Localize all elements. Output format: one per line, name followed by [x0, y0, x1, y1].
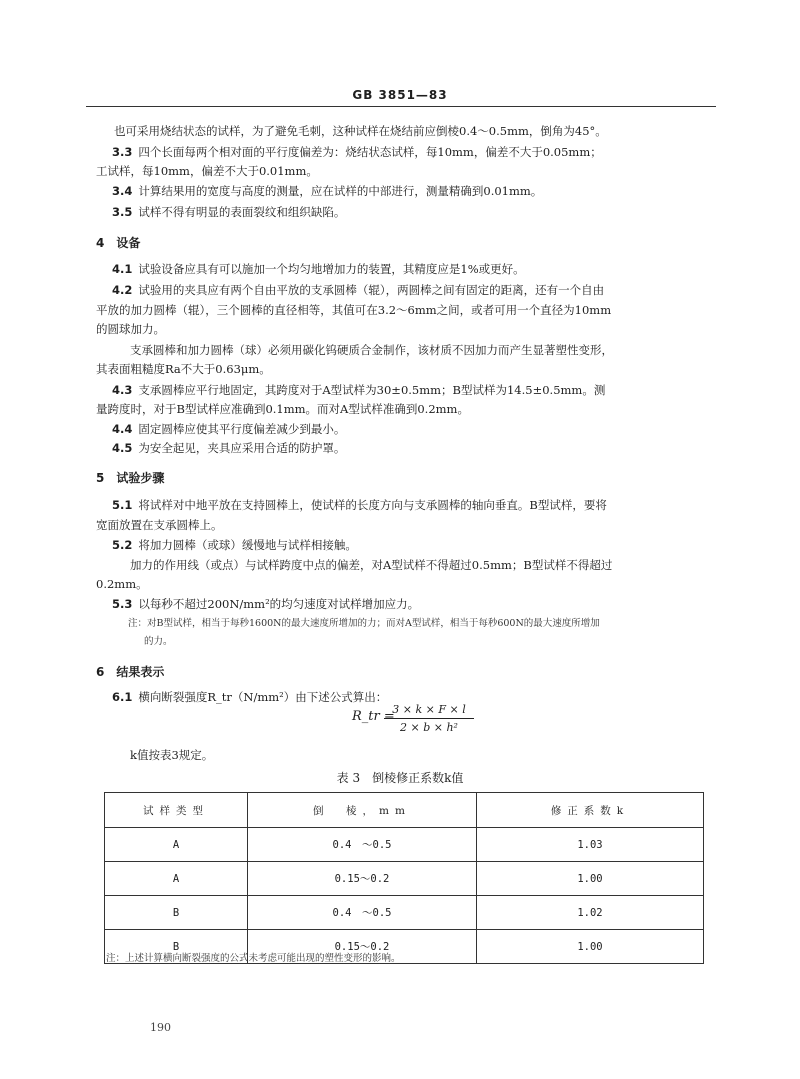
page-number: 190 [150, 1021, 171, 1034]
table-cell: 1.00 [477, 930, 704, 964]
item-text: 试验设备应具有可以施加一个均匀地增加力的装置，其精度应是1%或更好。 [138, 262, 525, 276]
column-header: 修正系数k [477, 793, 704, 828]
item-number: 4.5 [112, 441, 133, 455]
item-number: 5.3 [112, 597, 133, 611]
table-cell: 0.4 ～0.5 [248, 896, 477, 930]
item-5-2-para2-line2: 0.2mm。 [96, 577, 148, 591]
item-text: 试样不得有明显的表面裂纹和组织缺陷。 [138, 205, 346, 219]
table-cell: 0.15～0.2 [248, 930, 477, 964]
item-5-1-line2: 宽面放置在支承圆棒上。 [96, 518, 223, 532]
formula-fraction [384, 703, 474, 734]
item-4-2 [112, 283, 604, 298]
k-value-text: k值按表3规定。 [130, 748, 214, 762]
item-5-3-note: 注：对B型试样，相当于每秒1600N的最大速度所增加的力；而对A型试样，相当于每秒600N的最大速度所增加 [128, 618, 600, 629]
standard-header: GB 3851—83 [352, 88, 448, 102]
table-row [105, 862, 704, 896]
item-text: 为安全起见，夹具应采用合适的防护罩。 [138, 441, 346, 455]
table-row [105, 828, 704, 862]
item-3-3 [112, 145, 602, 160]
item-text: 计算结果用的宽度与高度的测量，应在试样的中部进行，测量精确到0.01mm。 [138, 184, 543, 198]
table-note: 注：上述计算横向断裂强度的公式未考虑可能出现的塑性变形的影响。 [106, 953, 401, 964]
item-4-4 [112, 422, 345, 437]
item-4-1 [112, 262, 525, 277]
item-5-3-note-line2: 的力。 [144, 636, 173, 647]
table-caption: 表 3 倒棱修正系数k值 [336, 771, 464, 785]
table-cell: 1.00 [477, 862, 704, 896]
table-cell: 1.03 [477, 828, 704, 862]
section-4-heading: 4 设备 [96, 236, 141, 250]
table-cell: 0.15～0.2 [248, 862, 477, 896]
column-header: 倒 棱，mm [248, 793, 477, 828]
item-4-5 [112, 441, 345, 456]
item-number: 5.2 [112, 538, 133, 552]
item-5-1 [112, 498, 607, 513]
item-text: 固定圆棒应使其平行度偏差减少到最小。 [138, 422, 346, 436]
item-4-2-line2: 平放的加力圆棒（辊），三个圆棒的直径相等，其值可在3.2～6mm之间，或者可用一个直径为10mm [96, 303, 612, 317]
item-text: 横向断裂强度R_tr（N/mm²）由下述公式算出： [138, 690, 388, 704]
section-6-heading: 6 结果表示 [96, 665, 165, 679]
item-4-2-para2: 支承圆棒和加力圆棒（球）必须用碳化钨硬质合金制作，该材质不因加力而产生显著塑性变形， [130, 343, 613, 357]
item-5-3 [112, 597, 419, 612]
item-6-1 [112, 690, 387, 705]
item-text: 支承圆棒应平行地固定，其跨度对于A型试样为30±0.5mm；B型试样为14.5±0.5mm。测 [138, 383, 606, 397]
item-number: 3.3 [112, 145, 133, 159]
table-cell: B [105, 930, 248, 964]
item-text: 以每秒不超过200N/mm²的均匀速度对试样增加应力。 [138, 597, 420, 611]
item-number: 4.3 [112, 383, 133, 397]
item-3-4 [112, 184, 542, 199]
chamfer-coefficient-table [104, 792, 704, 964]
table-cell: A [105, 862, 248, 896]
item-4-3 [112, 383, 605, 398]
item-text: 将试样对中地平放在支持圆棒上，使试样的长度方向与支承圆棒的轴向垂直。B型试样，要将 [138, 498, 607, 512]
section-5-heading: 5 试验步骤 [96, 471, 165, 485]
table-cell: 0.4 ～0.5 [248, 828, 477, 862]
item-number: 4.1 [112, 262, 133, 276]
item-number: 4.2 [112, 283, 133, 297]
table-cell: A [105, 828, 248, 862]
item-3-3-line2: 工试样，每10mm，偏差不大于0.01mm。 [96, 164, 318, 178]
item-number: 3.4 [112, 184, 133, 198]
item-number: 5.1 [112, 498, 133, 512]
formula-lhs: R_tr = [352, 709, 395, 724]
item-number: 3.5 [112, 205, 133, 219]
formula-numerator: 3 × k × F × l [384, 703, 474, 719]
item-text: 试验用的夹具应有两个自由平放的支承圆棒（辊），两圆棒之间有固定的距离，还有一个自由 [138, 283, 605, 297]
item-4-3-line2: 量跨度时，对于B型试样应准确到0.1mm。而对A型试样准确到0.2mm。 [96, 402, 469, 416]
item-text: 将加力圆棒（或球）缓慢地与试样相接触。 [138, 538, 357, 552]
item-text: 四个长面每两个相对面的平行度偏差为：烧结状态试样，每10mm，偏差不大于0.05mm； [138, 145, 602, 159]
item-5-2-para2: 加力的作用线（或点）与试样跨度中点的偏差，对A型试样不得超过0.5mm；B型试样不得超过 [130, 558, 613, 572]
item-4-2-para2-line2: 其表面粗糙度Ra不大于0.63μm。 [96, 362, 271, 376]
item-3-5 [112, 205, 345, 220]
header-rule [86, 106, 716, 107]
item-5-2 [112, 538, 357, 553]
item-4-2-line3: 的圆球加力。 [96, 322, 165, 336]
column-header: 试样类型 [105, 793, 248, 828]
para-3-2-cont: 也可采用烧结状态的试样，为了避免毛刺，这种试样在烧结前应倒棱0.4～0.5mm，倒角为45°。 [114, 124, 607, 138]
table-cell: 1.02 [477, 896, 704, 930]
table-cell: B [105, 896, 248, 930]
item-number: 6.1 [112, 690, 133, 704]
formula-denominator: 2 × b × h² [400, 721, 458, 734]
table-row [105, 896, 704, 930]
table-header-row [105, 793, 704, 828]
item-number: 4.4 [112, 422, 133, 436]
